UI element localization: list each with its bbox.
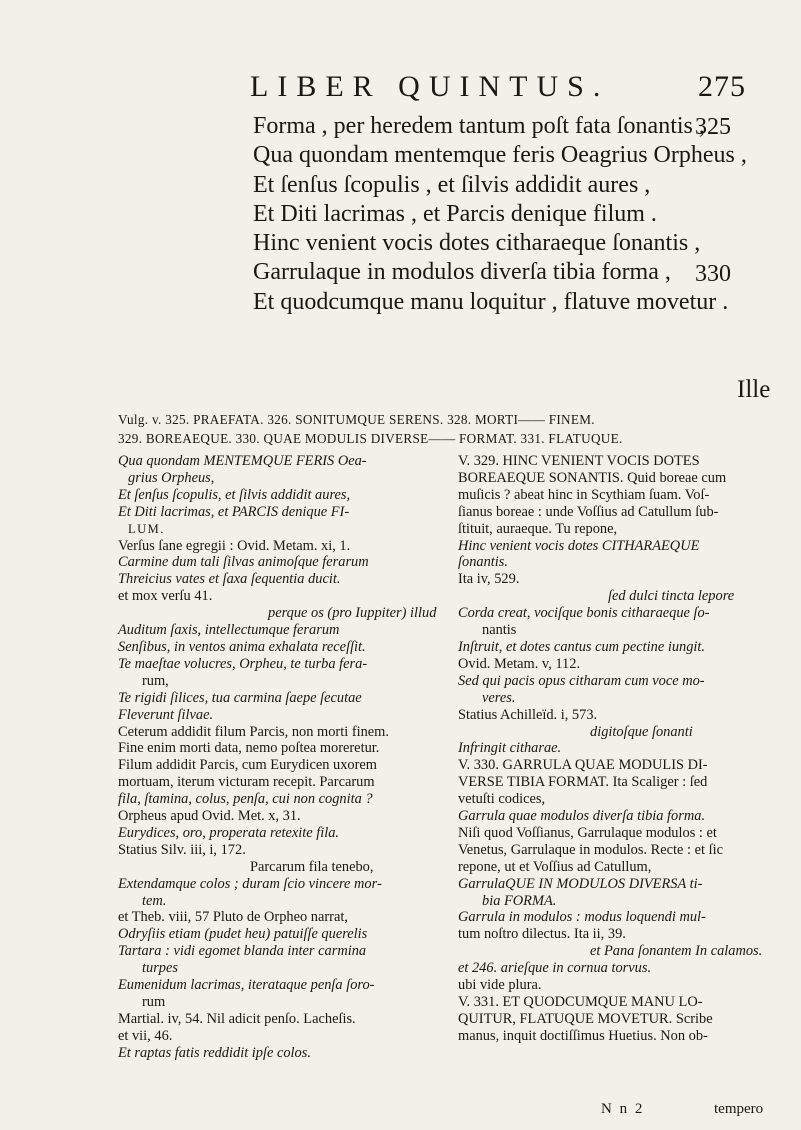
comment-line: repone, ut et Voſſius ad Catullum,	[458, 858, 652, 875]
comment-line: et Theb. viii, 57 Pluto de Orpheo narrat,	[118, 909, 348, 926]
comment-line: Garrula quae modulos diverſa tibia forma.	[458, 808, 706, 825]
comment-line: Garrula in modulos : modus loquendi mul-	[458, 909, 706, 926]
comment-line: V. 331. ET QUODCUMQUE MANU LO-	[458, 994, 703, 1010]
comment-line: Threicius vates et ſaxa ſequentia ducit.	[118, 571, 341, 588]
verse-number: 330	[695, 261, 731, 287]
comment-line: et mox verſu 41.	[118, 588, 213, 605]
verse-line: Qua quondam mentemque feris Oeagrius Orpheus ,	[253, 142, 747, 168]
comment-line: ſianus boreae : unde Voſſius ad Catullum ſub-	[458, 503, 719, 520]
comment-line: Odryſiis etiam (pudet heu) patuiſſe querelis	[118, 926, 368, 943]
verse-line: Hinc venient vocis dotes citharaeque ſonantis ,	[253, 230, 701, 256]
comment-line: Ovid. Metam. v, 112.	[458, 655, 581, 672]
comment-line: Statius Achilleïd. i, 573.	[458, 706, 598, 723]
comment-line: Fine enim morti data, nemo poſtea moreretur.	[118, 740, 380, 757]
comment-line: Orpheus apud Ovid. Met. x, 31.	[118, 808, 301, 825]
comment-line: perque os (pro Iuppiter) illud	[268, 605, 437, 622]
comment-line: turpes	[142, 960, 178, 977]
comment-line: manus, inquit doctiſſimus Huetius. Non ob-	[458, 1027, 708, 1044]
comment-line: Verſus ſane egregii : Ovid. Metam. xi, 1.	[118, 537, 351, 554]
comment-line: rum,	[142, 672, 169, 689]
catchword-top: Ille	[737, 376, 771, 403]
comment-line: Et Diti lacrimas, et PARCIS denique FI-	[118, 503, 350, 520]
comment-line: Fleverunt ſilvae.	[118, 706, 214, 723]
commentary-left-column	[118, 453, 448, 1062]
comment-line: Filum addidit Parcis, cum Eurydicen uxorem	[118, 757, 377, 774]
verse-number: 325	[695, 114, 731, 140]
comment-line: GarrulaQUE IN MODULOS DIVERSA ti-	[458, 875, 703, 892]
comment-line: Extendamque colos ; duram ſcio vincere mor-	[118, 875, 382, 892]
comment-line: Auditum ſaxis, intellectumque ferarum	[118, 622, 340, 639]
verse-line: Et Diti lacrimas , et Parcis denique filum .	[253, 201, 657, 227]
comment-line: V. 329. HINC VENIENT VOCIS DOTES	[458, 453, 700, 469]
comment-line: grius Orpheus,	[128, 469, 215, 486]
comment-line: LUM.	[128, 521, 165, 536]
comment-line: V. 330. GARRULA QUAE MODULIS DI-	[458, 757, 708, 774]
comment-line: Hinc venient vocis dotes CITHARAEQUE	[458, 537, 700, 554]
comment-line: Statius Silv. iii, i, 172.	[118, 841, 246, 858]
comment-line: tum noſtro dilectus. Ita ii, 39.	[458, 926, 626, 943]
comment-line: Eumenidum lacrimas, iterataque penſa ſoro-	[118, 977, 375, 994]
comment-line: Et raptas fatis reddidit ipſe colos.	[118, 1044, 311, 1061]
comment-line: Tartara : vidi egomet blanda inter carmina	[118, 943, 367, 960]
page-number: 275	[698, 70, 746, 103]
comment-line: Inſtruit, et dotes cantus cum pectine iungit.	[458, 638, 705, 655]
comment-line: et vii, 46.	[118, 1027, 173, 1044]
comment-line: ſed dulci tincta lepore	[608, 588, 735, 605]
comment-line: Sed qui pacis opus citharam cum voce mo-	[458, 672, 705, 689]
comment-line: rum	[142, 994, 166, 1010]
variant-line: 329. BOREAEQUE. 330. QUAE MODULIS DIVERSE—— FORMAT. 331. FLATUQUE.	[118, 431, 623, 446]
comment-line: Te maeſtae volucres, Orpheu, te turba fera-	[118, 655, 368, 672]
comment-line: Eurydices, oro, properata retexite fila.	[118, 824, 340, 841]
verse-line: Et ſenſus ſcopulis , et ſilvis addidit aures ,	[253, 172, 651, 198]
comment-line: ſonantis.	[458, 554, 508, 571]
comment-line: vetuſti codices,	[458, 791, 546, 808]
comment-line: Carmine dum tali ſilvas animoſque ferarum	[118, 554, 369, 571]
comment-line: Ita iv, 529.	[458, 571, 520, 588]
comment-line: nantis	[482, 622, 517, 639]
variant-line: Vulg. v. 325. PRAEFATA. 326. SONITUMQUE SERENS. 328. MORTI—— FINEM.	[118, 412, 595, 427]
signature-mark: N n 2	[601, 1101, 645, 1117]
comment-line: ubi vide plura.	[458, 977, 542, 994]
comment-line: Te rigidi ſilices, tua carmina ſaepe ſecutae	[118, 689, 362, 706]
comment-line: veres.	[482, 689, 516, 706]
comment-line: et Pana ſonantem In calamos.	[590, 943, 763, 960]
comment-line: Niſi quod Voſſianus, Garrulaque modulos : et	[458, 824, 717, 841]
comment-line: Venetus, Garrulaque in modulos. Recte : et ſic	[458, 841, 723, 858]
comment-line: Ceterum addidit filum Parcis, non morti finem.	[118, 723, 389, 740]
comment-line: Martial. iv, 54. Nil adicit penſo. Lacheſis.	[118, 1010, 356, 1027]
comment-line: Qua quondam MENTEMQUE FERIS Oea-	[118, 453, 367, 469]
commentary-right-column	[458, 453, 778, 1045]
comment-line: bia FORMA.	[482, 892, 557, 909]
comment-line: mortuam, iterum victuram recepit. Parcarum	[118, 774, 375, 791]
comment-line: QUITUR, FLATUQUE MOVETUR. Scribe	[458, 1010, 713, 1027]
verse-line: Garrulaque in modulos diverſa tibia forma ,	[253, 259, 671, 285]
running-title: LIBER QUINTUS.	[250, 70, 610, 103]
verse-line: Et quodcumque manu loquitur , flatuve movetur .	[253, 289, 729, 315]
comment-line: Senſibus, in ventos anima exhalata receſſit.	[118, 638, 366, 655]
comment-line: VERSE TIBIA FORMAT. Ita Scaliger : ſed	[458, 774, 708, 791]
comment-line: et 246. arieſque in cornua torvus.	[458, 960, 652, 977]
comment-line: Infringit citharae.	[458, 740, 562, 757]
comment-line: fila, ſtamina, colus, penſa, cui non cognita ?	[118, 791, 373, 808]
comment-line: Corda creat, vociſque bonis citharaeque ſo-	[458, 605, 710, 622]
verse-line: Forma , per heredem tantum poſt fata ſonantis ,	[253, 113, 705, 139]
comment-line: ſtituit, auraeque. Tu repone,	[458, 520, 618, 537]
comment-line: BOREAEQUE SONANTIS. Quid boreae cum	[458, 469, 727, 486]
comment-line: Et ſenſus ſcopulis, et ſilvis addidit aures,	[118, 486, 351, 503]
comment-line: tem.	[142, 892, 167, 909]
comment-line: muſicis ? abeat hinc in Scythiam ſuam. Voſ-	[458, 486, 710, 503]
comment-line: Parcarum fila tenebo,	[250, 858, 374, 875]
variant-readings	[118, 410, 778, 448]
comment-line: digitoſque ſonanti	[590, 723, 693, 740]
catchword-bottom: tempero	[714, 1101, 764, 1117]
